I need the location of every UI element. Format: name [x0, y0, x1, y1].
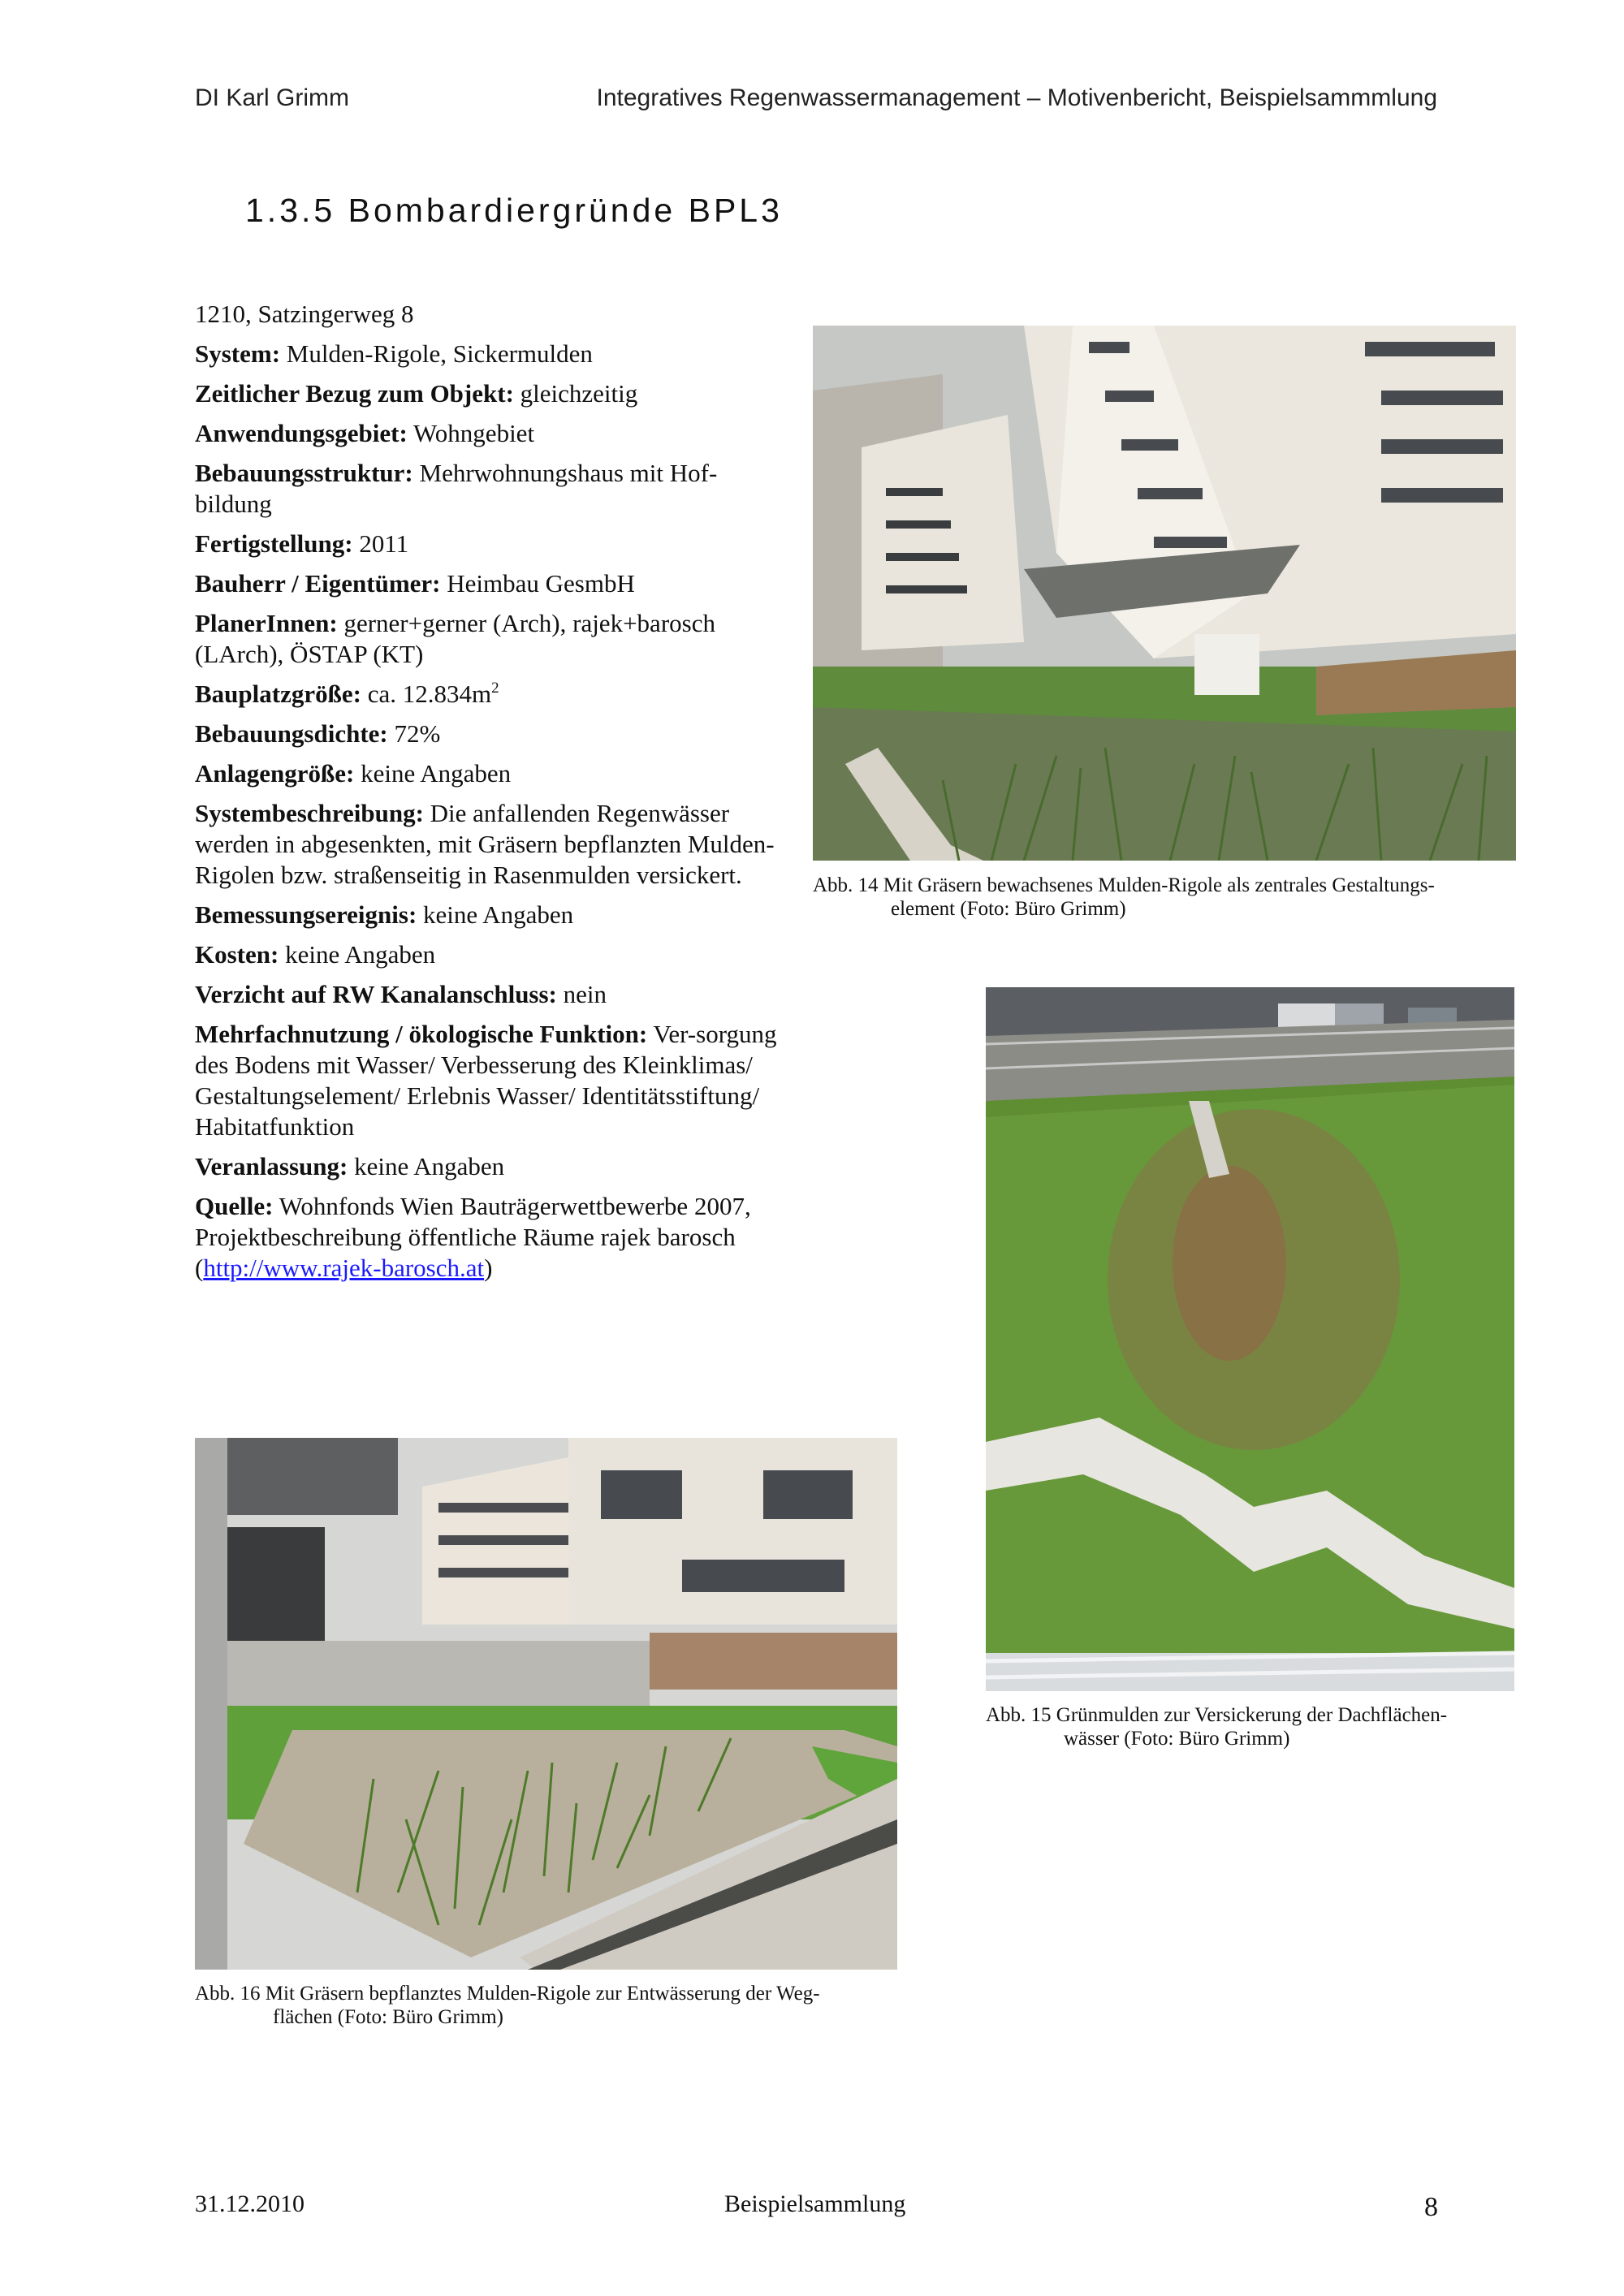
field-label: Bebauungsdichte:	[195, 719, 388, 748]
field-value: 2011	[359, 529, 409, 558]
caption-abb-16	[195, 1982, 897, 2029]
field-label: System:	[195, 339, 281, 368]
field-value: Mehrwohnungshaus mit Hof-bildung	[195, 459, 718, 518]
field-label: Verzicht auf RW Kanalanschluss:	[195, 980, 557, 1008]
superscript: 2	[491, 680, 499, 697]
field-value: keine Angaben	[423, 900, 574, 929]
info-row-system	[195, 339, 788, 369]
caption-continuation: flächen (Foto: Büro Grimm)	[273, 2006, 503, 2028]
field-value: keine Angaben	[361, 759, 512, 788]
info-row-kanalanschluss	[195, 979, 788, 1010]
section-number: 1.3.5	[245, 192, 336, 229]
photo-grass-basin	[986, 987, 1514, 1691]
info-row-bemessungsereignis	[195, 900, 788, 930]
field-label: Bauherr / Eigentümer:	[195, 569, 441, 598]
field-label: Quelle:	[195, 1192, 274, 1220]
info-row-zeitlicher-bezug	[195, 378, 788, 409]
field-label: Bauplatzgröße:	[195, 680, 361, 708]
source-closing: )	[484, 1254, 493, 1282]
field-label: Kosten:	[195, 940, 279, 969]
field-value: Mulden-Rigole, Sickermulden	[286, 339, 593, 368]
section-title	[245, 192, 783, 230]
field-value: ca. 12.834m	[367, 680, 492, 708]
field-label: Veranlassung:	[195, 1152, 348, 1180]
photo-planted-swale-path	[195, 1438, 897, 1970]
caption-first-line: Abb. 14 Mit Gräsern bewachsenes Mulden-Rigole als zentrales Gestaltungs-	[813, 874, 1435, 896]
field-value: gleichzeitig	[520, 379, 638, 408]
field-label: Anlagengröße:	[195, 759, 355, 788]
field-value: gerner+gerner (Arch), rajek+barosch (LArch), ÖSTAP (KT)	[195, 609, 715, 668]
field-label: Bemessungsereignis:	[195, 900, 417, 929]
photo-building-swale	[813, 326, 1516, 861]
address: 1210, Satzingerweg 8	[195, 300, 414, 328]
field-label: PlanerInnen:	[195, 609, 338, 637]
info-row-anlagengroesse	[195, 758, 788, 789]
info-row-planerinnen	[195, 608, 788, 670]
info-row-anwendungsgebiet	[195, 418, 788, 449]
caption-first-line: Abb. 16 Mit Gräsern bepflanztes Mulden-Rigole zur Entwässerung der Weg-	[195, 1983, 820, 2005]
info-row-kosten	[195, 939, 788, 970]
field-label: Bebauungsstruktur:	[195, 459, 413, 487]
footer-date: 31.12.2010	[195, 2190, 304, 2217]
caption-abb-15	[986, 1703, 1514, 1750]
caption-continuation: element (Foto: Büro Grimm)	[891, 898, 1126, 920]
caption-continuation: wässer (Foto: Büro Grimm)	[1064, 1728, 1290, 1750]
caption-first-line: Abb. 15 Grünmulden zur Versickerung der Dachflächen-	[986, 1704, 1448, 1726]
section-name: Bombardiergründe BPL3	[348, 192, 783, 229]
field-label: Fertigstellung:	[195, 529, 353, 558]
field-label: Anwendungsgebiet:	[195, 419, 408, 447]
source-text: Wohnfonds Wien Bauträgerwettbewerbe 2007, Projektbeschreibung öffentliche Räume rajek barosch (	[195, 1192, 751, 1282]
header-author: DI Karl Grimm	[195, 84, 349, 111]
header-document-title: Integratives Regenwassermanagement – Motivenbericht, Beispielsammmlung	[596, 84, 1437, 111]
field-value: 72%	[394, 719, 441, 748]
field-label: Zeitlicher Bezug zum Objekt:	[195, 379, 514, 408]
info-row-bebauungsstruktur	[195, 458, 788, 520]
info-row-mehrfachnutzung	[195, 1019, 788, 1142]
field-label: Mehrfachnutzung / ökologische Funktion:	[195, 1020, 648, 1048]
field-value: Ver-sorgung des Bodens mit Wasser/ Verbesserung des Kleinklimas/ Gestaltungselement/ Erlebnis Wasser/ Identitätsstiftung/ Habitatfunktion	[195, 1020, 777, 1141]
field-label: Systembeschreibung:	[195, 799, 424, 827]
field-value: Wohngebiet	[413, 419, 535, 447]
info-row-bauherr	[195, 568, 788, 599]
source-link[interactable]: http://www.rajek-barosch.at	[203, 1254, 485, 1282]
field-value: keine Angaben	[354, 1152, 505, 1180]
info-row-quelle	[195, 1191, 788, 1284]
caption-abb-14	[813, 874, 1516, 921]
info-row-fertigstellung	[195, 529, 788, 559]
field-value: Die anfallenden Regenwässer werden in abgesenkten, mit Gräsern bepflanzten Mulden-Rigolen bzw. straßenseitig in Rasenmulden versickert.	[195, 799, 775, 889]
info-row-bebauungsdichte	[195, 719, 788, 749]
field-value: keine Angaben	[285, 940, 436, 969]
field-value: nein	[563, 980, 607, 1008]
footer-section-name: Beispielsammlung	[724, 2190, 906, 2217]
info-row-systembeschreibung	[195, 798, 788, 891]
info-row-veranlassung	[195, 1151, 788, 1182]
field-value: Heimbau GesmbH	[447, 569, 635, 598]
project-info	[195, 299, 788, 1293]
info-row-bauplatzgroesse	[195, 679, 788, 710]
page-number: 8	[1424, 2192, 1438, 2222]
